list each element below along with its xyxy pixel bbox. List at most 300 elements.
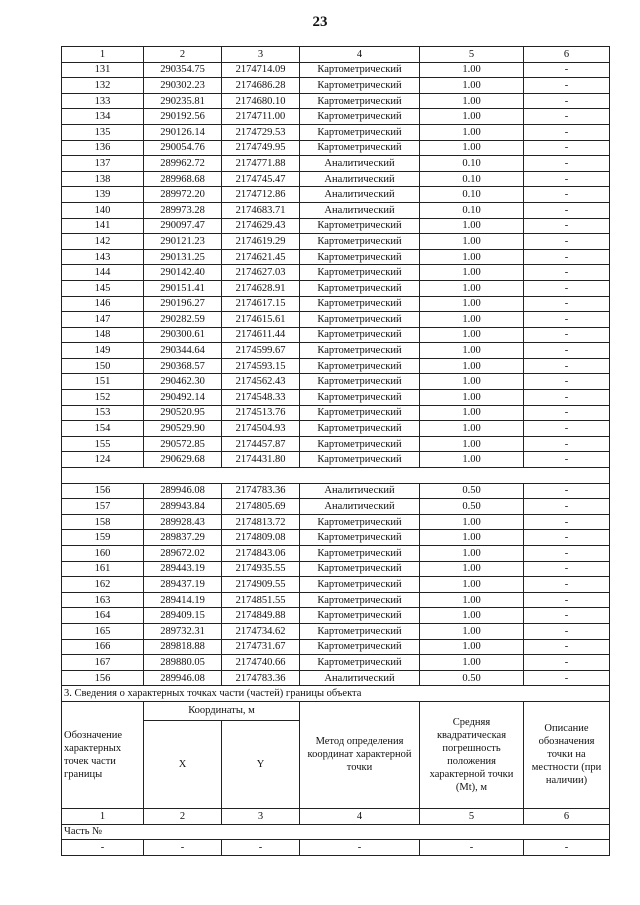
- x-coordinate-cell: 289732.31: [144, 623, 222, 639]
- method-cell: Аналитический: [300, 670, 420, 686]
- accuracy-cell: 1.00: [420, 109, 524, 125]
- description-cell: -: [524, 530, 610, 546]
- point-number-cell: 155: [62, 436, 144, 452]
- y-coordinate-cell: 2174504.93: [222, 421, 300, 437]
- description-cell: -: [524, 623, 610, 639]
- method-cell: Картометрический: [300, 374, 420, 390]
- x-coordinate-cell: 289943.84: [144, 499, 222, 515]
- y-coordinate-cell: 2174686.28: [222, 78, 300, 94]
- x-coordinate-cell: 290492.14: [144, 390, 222, 406]
- method-cell: Картометрический: [300, 358, 420, 374]
- y-coordinate-cell: 2174712.86: [222, 187, 300, 203]
- empty-cell: -: [144, 840, 222, 856]
- description-cell: -: [524, 608, 610, 624]
- method-cell: Картометрический: [300, 421, 420, 437]
- point-number-cell: 166: [62, 639, 144, 655]
- point-number-cell: 134: [62, 109, 144, 125]
- x-coordinate-cell: 290192.56: [144, 109, 222, 125]
- y-coordinate-cell: 2174619.29: [222, 234, 300, 250]
- accuracy-cell: 1.00: [420, 280, 524, 296]
- point-number-cell: 153: [62, 405, 144, 421]
- table-row: [62, 109, 610, 125]
- table-row: [62, 234, 610, 250]
- table-row: [62, 499, 610, 515]
- table-row: [62, 249, 610, 265]
- table-row: [62, 265, 610, 281]
- point-number-cell: 164: [62, 608, 144, 624]
- x-coordinate-cell: 290344.64: [144, 343, 222, 359]
- method-header: Метод определения координат характерной точки: [300, 701, 420, 808]
- column-number: 4: [300, 808, 420, 824]
- y-coordinate-cell: 2174783.36: [222, 483, 300, 499]
- accuracy-cell: 0.50: [420, 499, 524, 515]
- description-cell: -: [524, 156, 610, 172]
- point-number-cell: 163: [62, 592, 144, 608]
- point-number-cell: 143: [62, 249, 144, 265]
- x-coordinate-cell: 290282.59: [144, 312, 222, 328]
- y-coordinate-cell: 2174617.15: [222, 296, 300, 312]
- empty-cell: -: [420, 840, 524, 856]
- y-coordinate-cell: 2174714.09: [222, 62, 300, 78]
- description-cell: -: [524, 343, 610, 359]
- table-row: [62, 358, 610, 374]
- table-row: [62, 62, 610, 78]
- accuracy-cell: 1.00: [420, 577, 524, 593]
- accuracy-cell: 1.00: [420, 374, 524, 390]
- method-cell: Картометрический: [300, 561, 420, 577]
- section3-title-row: [62, 686, 610, 702]
- description-cell: -: [524, 374, 610, 390]
- description-cell: -: [524, 514, 610, 530]
- description-header: Описание обозначения точки на местности (при наличии): [524, 701, 610, 808]
- point-number-cell: 135: [62, 124, 144, 140]
- description-cell: -: [524, 234, 610, 250]
- empty-cell: -: [300, 840, 420, 856]
- accuracy-cell: 1.00: [420, 421, 524, 437]
- y-coordinate-cell: 2174851.55: [222, 592, 300, 608]
- point-number-cell: 154: [62, 421, 144, 437]
- column-number: 5: [420, 808, 524, 824]
- point-number-cell: 156: [62, 483, 144, 499]
- accuracy-cell: 1.00: [420, 655, 524, 671]
- y-coordinate-cell: 2174745.47: [222, 171, 300, 187]
- accuracy-cell: 1.00: [420, 452, 524, 468]
- description-cell: -: [524, 327, 610, 343]
- accuracy-cell: 1.00: [420, 265, 524, 281]
- description-cell: -: [524, 390, 610, 406]
- points-table: [61, 46, 610, 856]
- accuracy-cell: 0.50: [420, 483, 524, 499]
- description-cell: -: [524, 592, 610, 608]
- method-cell: Картометрический: [300, 546, 420, 562]
- table-row: [62, 171, 610, 187]
- point-designation-header: Обозначение характерных точек части границы: [62, 701, 144, 808]
- accuracy-cell: 1.00: [420, 218, 524, 234]
- column-number: 3: [222, 808, 300, 824]
- y-coordinate-cell: 2174731.67: [222, 639, 300, 655]
- method-cell: Аналитический: [300, 202, 420, 218]
- method-cell: Картометрический: [300, 436, 420, 452]
- method-cell: Картометрический: [300, 280, 420, 296]
- y-coordinate-cell: 2174683.71: [222, 202, 300, 218]
- point-number-cell: 139: [62, 187, 144, 203]
- coordinates-header: Координаты, м: [144, 701, 300, 720]
- point-number-cell: 142: [62, 234, 144, 250]
- description-cell: -: [524, 218, 610, 234]
- x-coordinate-cell: 290131.25: [144, 249, 222, 265]
- description-cell: -: [524, 499, 610, 515]
- x-coordinate-cell: 289880.05: [144, 655, 222, 671]
- method-cell: Аналитический: [300, 156, 420, 172]
- point-number-cell: 160: [62, 546, 144, 562]
- x-coordinate-cell: 289968.68: [144, 171, 222, 187]
- method-cell: Картометрический: [300, 530, 420, 546]
- page-number: 23: [312, 14, 328, 30]
- description-cell: -: [524, 452, 610, 468]
- part-row: [62, 824, 610, 840]
- x-coordinate-cell: 290121.23: [144, 234, 222, 250]
- description-cell: -: [524, 670, 610, 686]
- point-number-cell: 161: [62, 561, 144, 577]
- table-row: [62, 592, 610, 608]
- x-coordinate-cell: 290629.68: [144, 452, 222, 468]
- table-row: [62, 202, 610, 218]
- description-cell: -: [524, 421, 610, 437]
- y-coordinate-cell: 2174615.61: [222, 312, 300, 328]
- accuracy-cell: 1.00: [420, 608, 524, 624]
- y-coordinate-cell: 2174629.43: [222, 218, 300, 234]
- accuracy-cell: 1.00: [420, 78, 524, 94]
- point-number-cell: 156: [62, 670, 144, 686]
- table-row: [62, 655, 610, 671]
- section3-column-number-row: [62, 808, 610, 824]
- y-coordinate-cell: 2174593.15: [222, 358, 300, 374]
- table-row: [62, 577, 610, 593]
- description-cell: -: [524, 109, 610, 125]
- method-cell: Картометрический: [300, 639, 420, 655]
- table-row: [62, 296, 610, 312]
- method-cell: Картометрический: [300, 78, 420, 94]
- method-cell: Картометрический: [300, 592, 420, 608]
- method-cell: Картометрический: [300, 390, 420, 406]
- method-cell: Картометрический: [300, 327, 420, 343]
- section3-title: 3. Сведения о характерных точках части (частей) границы объекта: [62, 686, 610, 702]
- accuracy-cell: 1.00: [420, 592, 524, 608]
- accuracy-cell: 1.00: [420, 561, 524, 577]
- method-cell: Картометрический: [300, 343, 420, 359]
- y-coordinate-cell: 2174805.69: [222, 499, 300, 515]
- table-row: [62, 483, 610, 499]
- y-coordinate-cell: 2174513.76: [222, 405, 300, 421]
- accuracy-cell: 1.00: [420, 436, 524, 452]
- method-cell: Картометрический: [300, 140, 420, 156]
- method-cell: Картометрический: [300, 218, 420, 234]
- y-coordinate-cell: 2174749.95: [222, 140, 300, 156]
- y-coordinate-cell: 2174909.55: [222, 577, 300, 593]
- description-cell: -: [524, 577, 610, 593]
- accuracy-cell: 0.10: [420, 202, 524, 218]
- accuracy-cell: 0.10: [420, 156, 524, 172]
- empty-point-row: [62, 840, 610, 856]
- description-cell: -: [524, 202, 610, 218]
- point-number-cell: 152: [62, 390, 144, 406]
- method-cell: Аналитический: [300, 187, 420, 203]
- x-header: X: [144, 720, 222, 808]
- accuracy-cell: 1.00: [420, 327, 524, 343]
- part-label: Часть №: [62, 824, 610, 840]
- table-row: [62, 670, 610, 686]
- y-coordinate-cell: 2174843.06: [222, 546, 300, 562]
- method-cell: Картометрический: [300, 608, 420, 624]
- x-coordinate-cell: 289946.08: [144, 670, 222, 686]
- method-cell: Аналитический: [300, 171, 420, 187]
- method-cell: Картометрический: [300, 405, 420, 421]
- method-cell: Картометрический: [300, 623, 420, 639]
- y-coordinate-cell: 2174783.36: [222, 670, 300, 686]
- x-coordinate-cell: 290302.23: [144, 78, 222, 94]
- description-cell: -: [524, 561, 610, 577]
- x-coordinate-cell: 290368.57: [144, 358, 222, 374]
- table-row: [62, 156, 610, 172]
- x-coordinate-cell: 289837.29: [144, 530, 222, 546]
- method-cell: Картометрический: [300, 514, 420, 530]
- table-row: [62, 514, 610, 530]
- point-number-cell: 151: [62, 374, 144, 390]
- x-coordinate-cell: 290142.40: [144, 265, 222, 281]
- y-coordinate-cell: 2174457.87: [222, 436, 300, 452]
- description-cell: -: [524, 78, 610, 94]
- table-row: [62, 623, 610, 639]
- description-cell: -: [524, 296, 610, 312]
- table-row: [62, 218, 610, 234]
- description-cell: -: [524, 124, 610, 140]
- y-coordinate-cell: 2174849.88: [222, 608, 300, 624]
- point-number-cell: 145: [62, 280, 144, 296]
- y-coordinate-cell: 2174431.80: [222, 452, 300, 468]
- description-cell: -: [524, 265, 610, 281]
- column-number: 1: [62, 47, 144, 63]
- column-number-row: [62, 47, 610, 63]
- x-coordinate-cell: 290354.75: [144, 62, 222, 78]
- point-number-cell: 132: [62, 78, 144, 94]
- y-coordinate-cell: 2174680.10: [222, 93, 300, 109]
- table-row: [62, 452, 610, 468]
- table-row: [62, 530, 610, 546]
- column-number: 2: [144, 808, 222, 824]
- blank-row: [62, 468, 610, 484]
- table-row: [62, 187, 610, 203]
- point-number-cell: 131: [62, 62, 144, 78]
- column-number: 3: [222, 47, 300, 63]
- accuracy-cell: 1.00: [420, 623, 524, 639]
- description-cell: -: [524, 639, 610, 655]
- accuracy-cell: 1.00: [420, 249, 524, 265]
- description-cell: -: [524, 171, 610, 187]
- y-coordinate-cell: 2174599.67: [222, 343, 300, 359]
- column-number: 4: [300, 47, 420, 63]
- description-cell: -: [524, 140, 610, 156]
- accuracy-cell: 0.10: [420, 171, 524, 187]
- method-cell: Картометрический: [300, 93, 420, 109]
- table-row: [62, 327, 610, 343]
- x-coordinate-cell: 290235.81: [144, 93, 222, 109]
- column-number: 6: [524, 47, 610, 63]
- point-number-cell: 165: [62, 623, 144, 639]
- table-row: [62, 343, 610, 359]
- x-coordinate-cell: 290520.95: [144, 405, 222, 421]
- description-cell: -: [524, 405, 610, 421]
- description-cell: -: [524, 358, 610, 374]
- accuracy-cell: 1.00: [420, 405, 524, 421]
- table-row: [62, 546, 610, 562]
- table-row: [62, 608, 610, 624]
- point-number-cell: 144: [62, 265, 144, 281]
- empty-cell: -: [222, 840, 300, 856]
- description-cell: -: [524, 436, 610, 452]
- x-coordinate-cell: 290196.27: [144, 296, 222, 312]
- y-coordinate-cell: 2174729.53: [222, 124, 300, 140]
- x-coordinate-cell: 289672.02: [144, 546, 222, 562]
- y-coordinate-cell: 2174771.88: [222, 156, 300, 172]
- column-number: 1: [62, 808, 144, 824]
- x-coordinate-cell: 289962.72: [144, 156, 222, 172]
- accuracy-cell: 1.00: [420, 358, 524, 374]
- x-coordinate-cell: 290572.85: [144, 436, 222, 452]
- method-cell: Картометрический: [300, 62, 420, 78]
- x-coordinate-cell: 289409.15: [144, 608, 222, 624]
- accuracy-cell: 1.00: [420, 234, 524, 250]
- table-row: [62, 436, 610, 452]
- method-cell: Картометрический: [300, 655, 420, 671]
- point-number-cell: 146: [62, 296, 144, 312]
- table-row: [62, 280, 610, 296]
- method-cell: Картометрический: [300, 124, 420, 140]
- y-coordinate-cell: 2174621.45: [222, 249, 300, 265]
- accuracy-cell: 1.00: [420, 343, 524, 359]
- point-number-cell: 136: [62, 140, 144, 156]
- section3-header-row-1: [62, 701, 610, 720]
- x-coordinate-cell: 289973.28: [144, 202, 222, 218]
- y-coordinate-cell: 2174627.03: [222, 265, 300, 281]
- table-row: [62, 390, 610, 406]
- description-cell: -: [524, 312, 610, 328]
- method-cell: Аналитический: [300, 483, 420, 499]
- table-row: [62, 561, 610, 577]
- description-cell: -: [524, 546, 610, 562]
- column-number: 6: [524, 808, 610, 824]
- point-number-cell: 149: [62, 343, 144, 359]
- y-coordinate-cell: 2174711.00: [222, 109, 300, 125]
- x-coordinate-cell: 290300.61: [144, 327, 222, 343]
- point-number-cell: 157: [62, 499, 144, 515]
- accuracy-cell: 1.00: [420, 62, 524, 78]
- accuracy-cell: 1.00: [420, 514, 524, 530]
- blank-cell: [62, 468, 610, 484]
- table-row: [62, 374, 610, 390]
- y-coordinate-cell: 2174611.44: [222, 327, 300, 343]
- y-coordinate-cell: 2174813.72: [222, 514, 300, 530]
- x-coordinate-cell: 289928.43: [144, 514, 222, 530]
- table-row: [62, 78, 610, 94]
- accuracy-cell: 1.00: [420, 546, 524, 562]
- point-number-cell: 150: [62, 358, 144, 374]
- method-cell: Картометрический: [300, 296, 420, 312]
- point-number-cell: 167: [62, 655, 144, 671]
- x-coordinate-cell: 290126.14: [144, 124, 222, 140]
- method-cell: Картометрический: [300, 452, 420, 468]
- point-number-cell: 141: [62, 218, 144, 234]
- description-cell: -: [524, 62, 610, 78]
- column-number: 2: [144, 47, 222, 63]
- description-cell: -: [524, 249, 610, 265]
- empty-cell: -: [62, 840, 144, 856]
- point-number-cell: 138: [62, 171, 144, 187]
- method-cell: Аналитический: [300, 499, 420, 515]
- accuracy-header: Средняя квадратическая погрешность положения характерной точки (Mt), м: [420, 701, 524, 808]
- x-coordinate-cell: 289946.08: [144, 483, 222, 499]
- point-number-cell: 140: [62, 202, 144, 218]
- description-cell: -: [524, 93, 610, 109]
- method-cell: Картометрический: [300, 577, 420, 593]
- x-coordinate-cell: 290151.41: [144, 280, 222, 296]
- x-coordinate-cell: 289437.19: [144, 577, 222, 593]
- y-coordinate-cell: 2174548.33: [222, 390, 300, 406]
- y-coordinate-cell: 2174562.43: [222, 374, 300, 390]
- table-row: [62, 93, 610, 109]
- empty-cell: -: [524, 840, 610, 856]
- table-row: [62, 421, 610, 437]
- method-cell: Картометрический: [300, 312, 420, 328]
- method-cell: Картометрический: [300, 109, 420, 125]
- x-coordinate-cell: 289818.88: [144, 639, 222, 655]
- table-row: [62, 124, 610, 140]
- column-number: 5: [420, 47, 524, 63]
- accuracy-cell: 1.00: [420, 390, 524, 406]
- x-coordinate-cell: 290097.47: [144, 218, 222, 234]
- x-coordinate-cell: 290529.90: [144, 421, 222, 437]
- x-coordinate-cell: 289972.20: [144, 187, 222, 203]
- x-coordinate-cell: 290054.76: [144, 140, 222, 156]
- y-coordinate-cell: 2174734.62: [222, 623, 300, 639]
- point-number-cell: 124: [62, 452, 144, 468]
- table-row: [62, 639, 610, 655]
- accuracy-cell: 1.00: [420, 140, 524, 156]
- accuracy-cell: 1.00: [420, 312, 524, 328]
- point-number-cell: 162: [62, 577, 144, 593]
- method-cell: Картометрический: [300, 234, 420, 250]
- accuracy-cell: 0.50: [420, 670, 524, 686]
- x-coordinate-cell: 290462.30: [144, 374, 222, 390]
- description-cell: -: [524, 280, 610, 296]
- x-coordinate-cell: 289414.19: [144, 592, 222, 608]
- point-number-cell: 148: [62, 327, 144, 343]
- point-number-cell: 159: [62, 530, 144, 546]
- accuracy-cell: 1.00: [420, 639, 524, 655]
- accuracy-cell: 1.00: [420, 93, 524, 109]
- y-coordinate-cell: 2174809.08: [222, 530, 300, 546]
- x-coordinate-cell: 289443.19: [144, 561, 222, 577]
- y-header: Y: [222, 720, 300, 808]
- method-cell: Картометрический: [300, 249, 420, 265]
- y-coordinate-cell: 2174740.66: [222, 655, 300, 671]
- point-number-cell: 137: [62, 156, 144, 172]
- description-cell: -: [524, 655, 610, 671]
- table-row: [62, 140, 610, 156]
- table-row: [62, 405, 610, 421]
- accuracy-cell: 1.00: [420, 296, 524, 312]
- accuracy-cell: 1.00: [420, 124, 524, 140]
- point-number-cell: 158: [62, 514, 144, 530]
